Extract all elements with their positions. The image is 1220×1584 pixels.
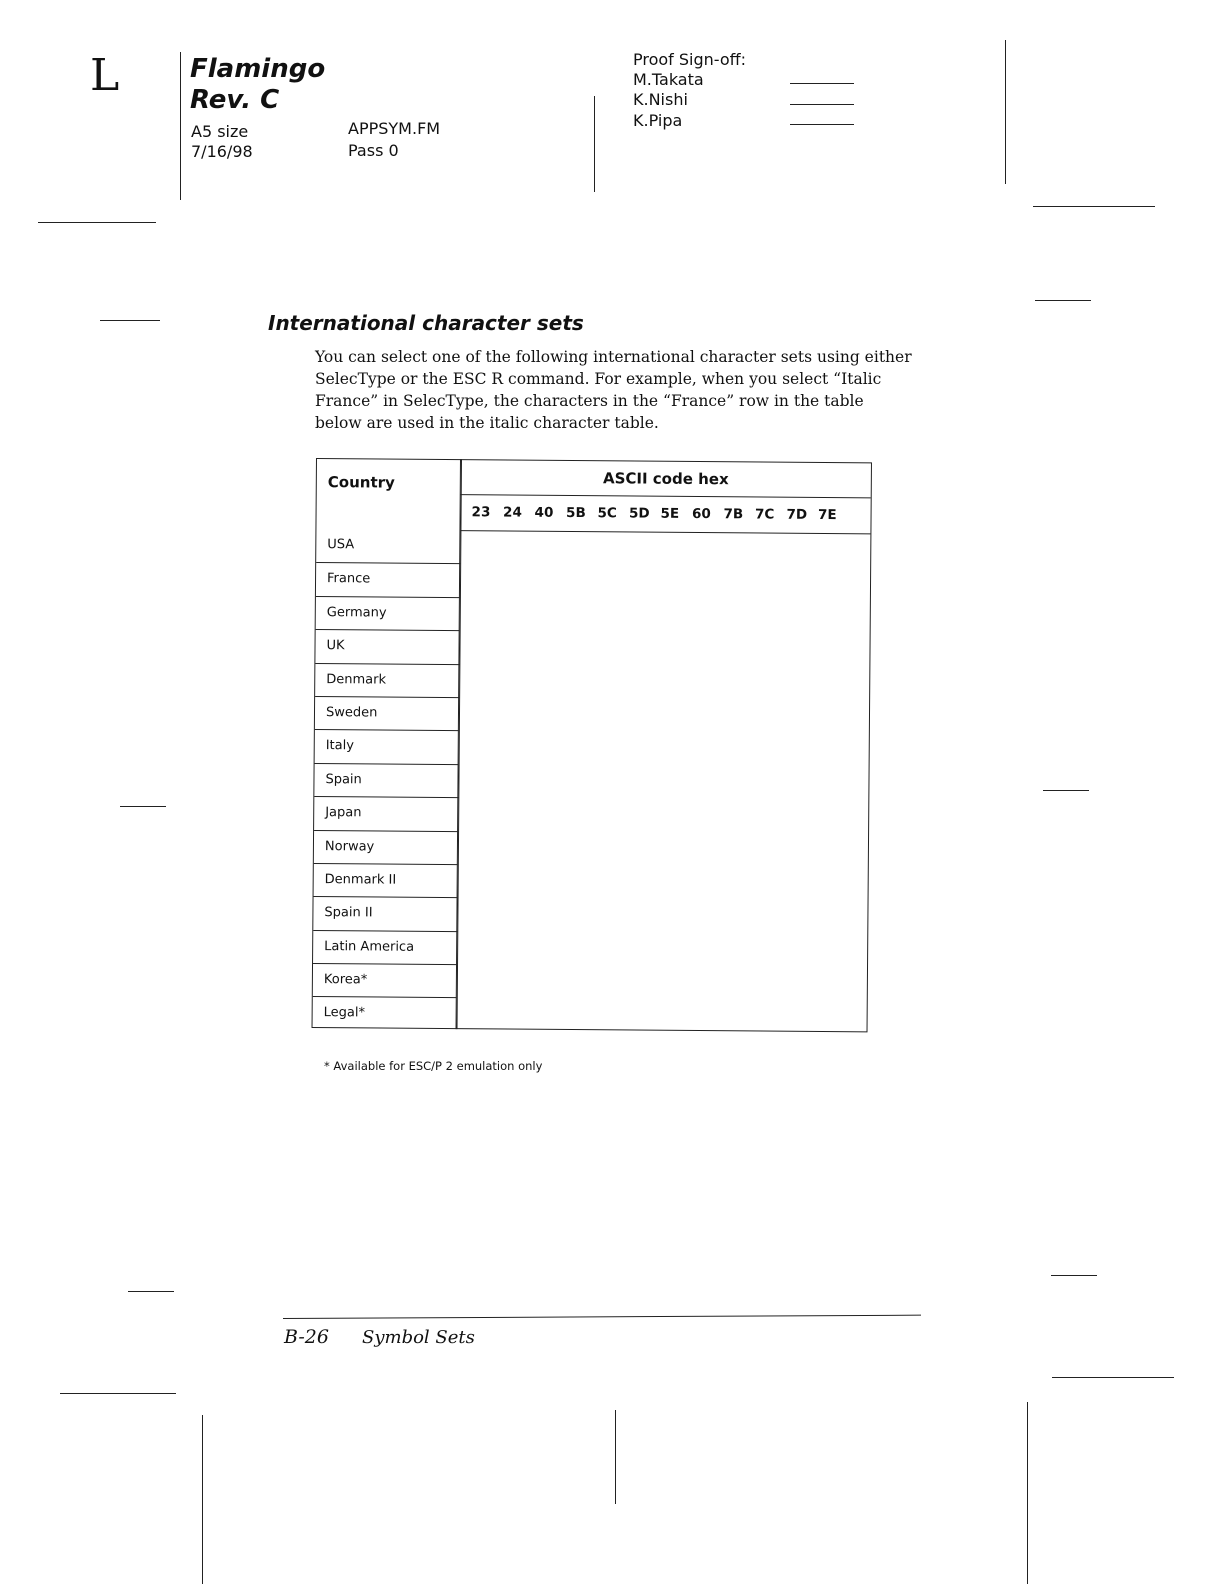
crop-mark (1027, 1402, 1028, 1584)
hex-code-header: 24 (503, 504, 522, 521)
crop-mark (1043, 790, 1089, 791)
pass-number: Pass 0 (348, 141, 399, 160)
signoff-line (790, 124, 854, 125)
crop-mark (1051, 1275, 1097, 1276)
country-list (313, 529, 461, 1031)
doc-date: 7/16/98 (191, 142, 253, 161)
hex-code-header: 7D (786, 506, 808, 523)
document-title (190, 54, 325, 116)
signoff-label: Proof Sign-off: (633, 50, 747, 69)
country-row: France (316, 562, 460, 597)
country-row: Korea* (313, 963, 457, 998)
character-set-table (312, 458, 872, 1032)
crop-mark (128, 1291, 174, 1292)
country-row: Denmark II (314, 863, 458, 898)
country-row: UK (315, 629, 459, 664)
crop-mark (202, 1415, 203, 1584)
hex-code-header: 60 (692, 505, 711, 523)
hex-code-header: 5C (597, 505, 617, 522)
hex-code-header: 5E (660, 505, 680, 522)
footnote: * Available for ESC/P 2 emulation only (324, 1059, 543, 1073)
hex-code-header: 40 (534, 504, 554, 521)
ascii-code-area (456, 459, 872, 1032)
hex-code-header: 7C (755, 506, 775, 523)
country-row: Latin America (313, 930, 457, 965)
country-row: Japan (314, 796, 458, 831)
title-line-2: Rev. C (190, 85, 280, 115)
crop-mark (594, 96, 595, 192)
country-row: Germany (316, 596, 460, 631)
country-row: Legal* (313, 996, 457, 1031)
hex-code-header: 5D (629, 505, 650, 522)
country-row: USA (327, 537, 355, 553)
page-number: B-26 (284, 1326, 329, 1348)
title-line-1: Flamingo (190, 54, 326, 84)
signoff-name: M.Takata (633, 70, 704, 89)
country-row: Denmark (315, 663, 459, 698)
page-size: A5 size (191, 122, 249, 141)
crop-mark (615, 1410, 616, 1504)
country-row: Sweden (315, 696, 459, 731)
crop-mark (60, 1393, 176, 1394)
crop-mark (120, 806, 166, 807)
country-row: Norway (314, 830, 458, 865)
signoff-name: K.Pipa (633, 111, 683, 130)
crop-mark (1033, 206, 1155, 207)
intro-paragraph: You can select one of the following international character sets using either SelecType or the ESC R command. For example, when you select “Italic France” in SelecType, the characters in the “France” row in the table below are used in the italic character table. (315, 348, 912, 432)
crop-mark (100, 320, 160, 321)
crop-mark (1052, 1377, 1174, 1378)
signoff-line (790, 83, 854, 84)
hex-code-header: 23 (471, 504, 491, 521)
signoff-line (790, 104, 854, 105)
crop-mark (38, 222, 156, 223)
country-row: Spain II (313, 896, 457, 931)
country-header: Country (327, 473, 395, 492)
file-name: APPSYM.FM (348, 119, 441, 138)
section-heading: International character sets (268, 311, 584, 335)
hex-code-header: 7B (723, 506, 744, 523)
chapter-title: Symbol Sets (362, 1327, 475, 1348)
hex-code-row (460, 494, 870, 534)
crop-mark (180, 52, 181, 200)
crop-mark (1035, 300, 1091, 301)
hex-code-header: 7E (818, 506, 837, 524)
country-row: Italy (315, 729, 459, 764)
corner-letter: L (90, 50, 120, 101)
country-column (312, 458, 462, 1029)
ascii-header: ASCII code hex (461, 460, 871, 498)
hex-code-header: 5B (566, 504, 586, 522)
crop-mark (1005, 40, 1006, 184)
country-row: Spain (314, 763, 458, 798)
signoff-name: K.Nishi (633, 90, 688, 109)
footer-rule (283, 1315, 921, 1319)
